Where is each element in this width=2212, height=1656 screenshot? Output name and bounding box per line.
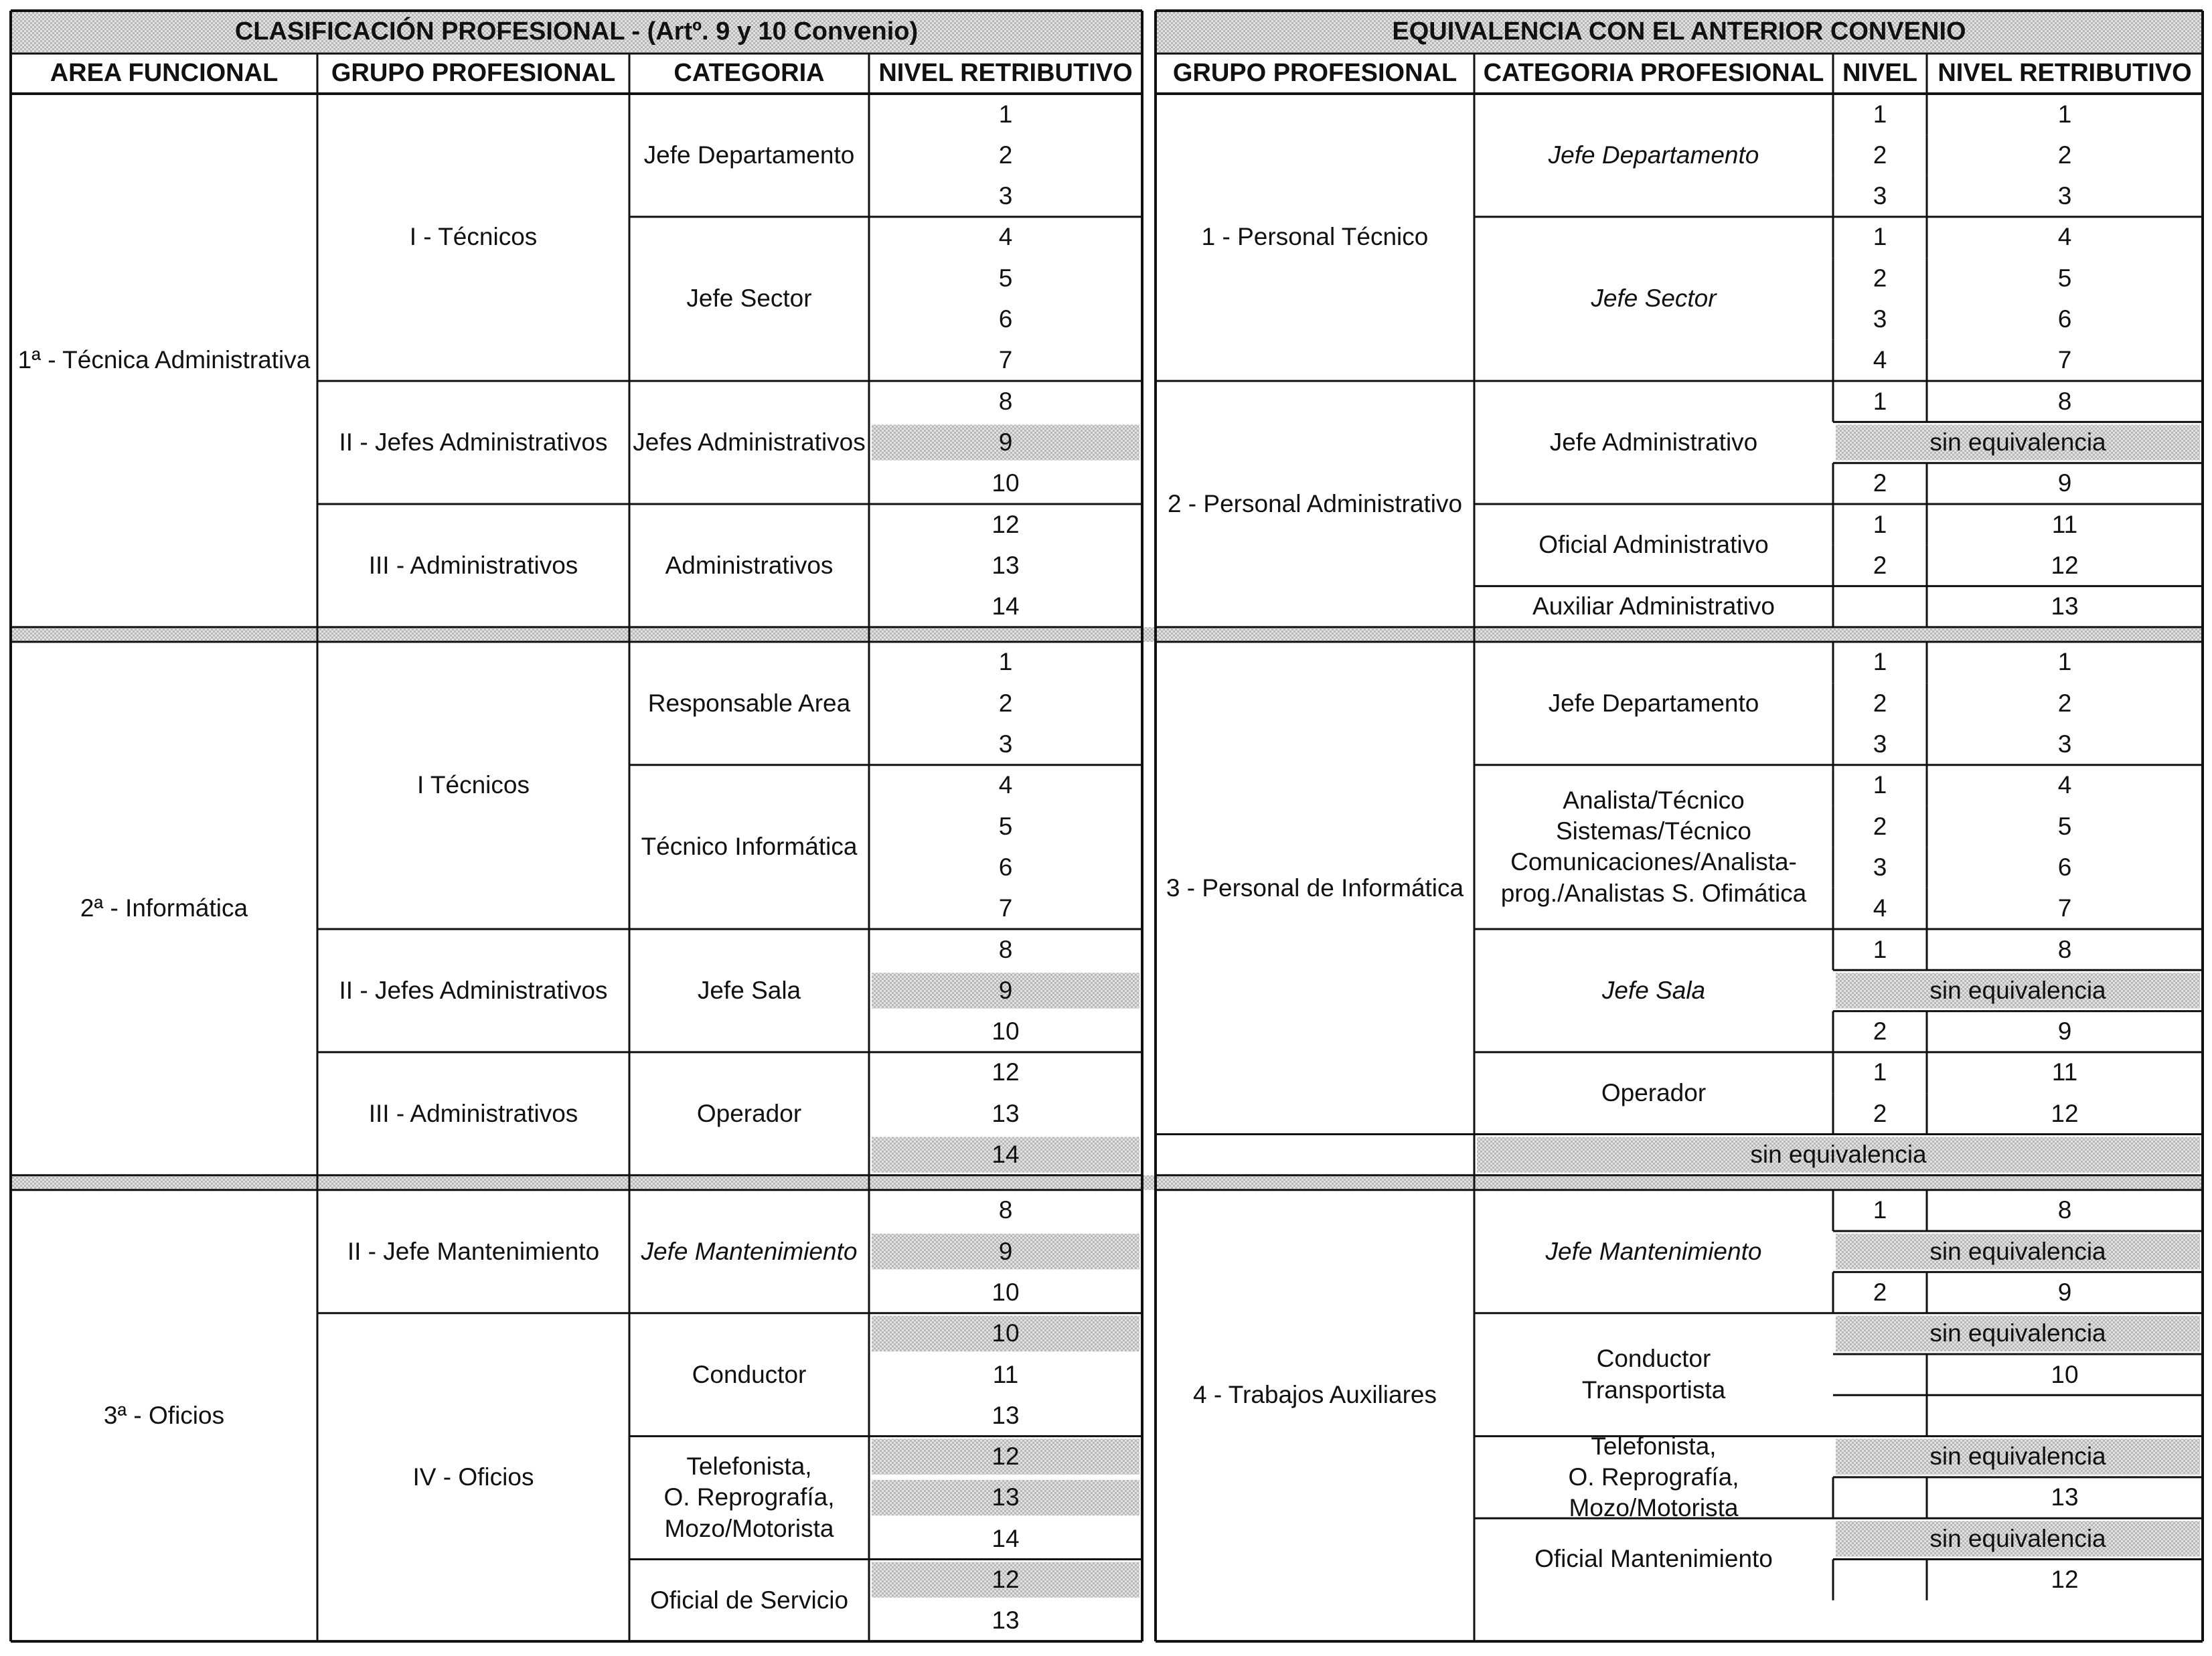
level-value: 9: [2057, 469, 2072, 497]
level-value: 8: [998, 935, 1013, 963]
level-value: 14: [992, 592, 1020, 620]
level-value: 2: [2057, 689, 2072, 717]
level-value: 13: [2051, 1483, 2079, 1511]
category-label: Conductor: [692, 1360, 807, 1388]
left-column-header: NIVEL RETRIBUTIVO: [878, 59, 1133, 88]
group-label: 3 - Personal de Informática: [1166, 874, 1464, 902]
sin-equivalencia-label: sin equivalencia: [1929, 1524, 2106, 1552]
category-label: Jefe Sector: [1591, 284, 1717, 313]
level-value: 8: [998, 1196, 1013, 1224]
right-column-header: GRUPO PROFESIONAL: [1172, 59, 1457, 88]
level-value: 13: [2051, 592, 2079, 620]
level-value: 4: [2057, 223, 2072, 251]
category-label: Jefes Administrativos: [633, 428, 866, 456]
level-value: 12: [992, 1442, 1020, 1471]
level-value: 14: [992, 1524, 1020, 1552]
category-label: Operador: [696, 1099, 802, 1127]
sin-equivalencia-label: sin equivalencia: [1929, 428, 2106, 456]
group-label: II - Jefes Administrativos: [339, 428, 608, 456]
level-value: 12: [992, 510, 1020, 538]
nivel-value: 2: [1873, 264, 1887, 292]
nivel-value: 1: [1873, 100, 1887, 128]
nivel-value: 2: [1873, 1017, 1887, 1046]
level-value: 5: [2057, 264, 2072, 292]
level-value: 7: [2057, 346, 2072, 374]
level-value: 6: [2057, 853, 2072, 881]
nivel-value: 2: [1873, 1099, 1887, 1127]
level-value: 2: [998, 141, 1013, 169]
right-section-title: EQUIVALENCIA CON EL ANTERIOR CONVENIO: [1392, 17, 1966, 46]
level-value: 4: [998, 771, 1013, 799]
nivel-value: 1: [1873, 1058, 1887, 1086]
nivel-value: 1: [1873, 771, 1887, 799]
nivel-value: 3: [1873, 730, 1887, 758]
nivel-value: 2: [1873, 812, 1887, 840]
level-value: 14: [992, 1141, 1020, 1169]
level-value: 12: [2051, 1099, 2079, 1127]
block-separator: [11, 627, 2203, 642]
level-value: 1: [998, 648, 1013, 676]
group-label: III - Administrativos: [368, 1099, 578, 1127]
level-value: 6: [2057, 305, 2072, 333]
level-value: 7: [998, 894, 1013, 922]
category-label: Oficial Administrativo: [1538, 531, 1769, 559]
level-value: 3: [998, 730, 1013, 758]
level-value: 12: [2051, 1566, 2079, 1594]
level-value: 12: [2051, 551, 2079, 579]
nivel-value: 1: [1873, 223, 1887, 251]
level-value: 10: [2051, 1360, 2079, 1388]
block-separator: [11, 1175, 2203, 1190]
level-value: 11: [2051, 1058, 2078, 1086]
nivel-value: 2: [1873, 551, 1887, 579]
nivel-value: 1: [1873, 387, 1887, 415]
level-value: 9: [998, 428, 1013, 456]
left-column-header: GRUPO PROFESIONAL: [331, 59, 616, 88]
level-value: 3: [998, 182, 1013, 210]
nivel-value: [1833, 1560, 1927, 1600]
category-label: Técnico Informática: [641, 833, 858, 861]
level-value: 13: [992, 1606, 1020, 1635]
nivel-value: 3: [1873, 853, 1887, 881]
level-value: 5: [998, 812, 1013, 840]
category-label: Jefe Administrativo: [1549, 428, 1758, 456]
level-value: 12: [992, 1058, 1020, 1086]
category-label: Administrativos: [665, 551, 834, 579]
level-value: 7: [2057, 894, 2072, 922]
right-column-header: NIVEL: [1842, 59, 1917, 88]
nivel-value: 1: [1873, 1196, 1887, 1224]
level-value: 9: [2057, 1017, 2072, 1046]
nivel-value: 4: [1873, 346, 1887, 374]
level-value: 10: [992, 1017, 1020, 1046]
left-section-title: CLASIFICACIÓN PROFESIONAL - (Artº. 9 y 10 Convenio): [234, 17, 919, 46]
level-value: 13: [992, 1401, 1020, 1429]
left-column-header: AREA FUNCIONAL: [50, 59, 279, 88]
category-label: Jefe Sector: [686, 284, 812, 313]
level-value: 4: [998, 223, 1013, 251]
level-value: 5: [2057, 812, 2072, 840]
category-label: Telefonista, O. Reprografía, Mozo/Motorista: [663, 1453, 835, 1542]
left-column-header: CATEGORIA: [674, 59, 825, 88]
level-value: 11: [2051, 510, 2078, 538]
level-value: 8: [2057, 935, 2072, 963]
category-label: Jefe Departamento: [1548, 141, 1759, 169]
level-value: 9: [998, 1237, 1013, 1265]
level-value: 6: [998, 853, 1013, 881]
level-value: 13: [992, 551, 1020, 579]
level-value: 10: [992, 469, 1020, 497]
level-value: 9: [998, 976, 1013, 1004]
group-label: II - Jefes Administrativos: [339, 976, 608, 1004]
area-label: 3ª - Oficios: [103, 1401, 225, 1429]
level-value: 8: [2057, 1196, 2072, 1224]
area-label: 2ª - Informática: [80, 894, 248, 922]
nivel-value: [1833, 1477, 1927, 1518]
sin-equivalencia-label: sin equivalencia: [1929, 1237, 2106, 1265]
nivel-value: 3: [1873, 305, 1887, 333]
category-label: Operador: [1601, 1079, 1707, 1107]
level-value: 12: [992, 1566, 1020, 1594]
group-label: II - Jefe Mantenimiento: [347, 1237, 600, 1265]
level-value: 1: [2057, 100, 2072, 128]
level-value: 8: [2057, 387, 2072, 415]
category-label: Jefe Departamento: [1548, 689, 1759, 717]
group-label: IV - Oficios: [412, 1463, 534, 1491]
level-value: 9: [2057, 1278, 2072, 1306]
level-value: 13: [992, 1099, 1020, 1127]
category-label: Jefe Sala: [1601, 976, 1706, 1004]
nivel-value: 2: [1873, 141, 1887, 169]
level-value: 3: [2057, 730, 2072, 758]
category-label: Conductor Transportista: [1581, 1345, 1726, 1404]
nivel-value: 1: [1873, 648, 1887, 676]
nivel-value: 2: [1873, 469, 1887, 497]
nivel-value: 2: [1873, 1278, 1887, 1306]
group-label: I Técnicos: [417, 771, 530, 799]
nivel-value: 1: [1873, 510, 1887, 538]
category-label: Jefe Sala: [697, 976, 801, 1004]
level-value: 13: [992, 1483, 1020, 1511]
group-label: 2 - Personal Administrativo: [1167, 489, 1463, 517]
nivel-value: 4: [1873, 894, 1887, 922]
category-label: Telefonista, O. Reprografía, Mozo/Motorista: [1568, 1432, 1739, 1522]
level-value: 2: [2057, 141, 2072, 169]
level-value: 5: [998, 264, 1013, 292]
level-value: 11: [992, 1360, 1019, 1388]
sin-equivalencia-label: sin equivalencia: [1929, 976, 2106, 1004]
level-value: 3: [2057, 182, 2072, 210]
category-label: Jefe Mantenimiento: [641, 1237, 858, 1265]
level-value: 2: [998, 689, 1013, 717]
group-label: 4 - Trabajos Auxiliares: [1192, 1381, 1437, 1409]
nivel-value: 2: [1873, 689, 1887, 717]
category-label: Jefe Departamento: [643, 141, 855, 169]
right-column-header: NIVEL RETRIBUTIVO: [1938, 59, 2192, 88]
nivel-value: 1: [1873, 935, 1887, 963]
level-value: 1: [998, 100, 1013, 128]
level-value: 8: [998, 387, 1013, 415]
category-label: Analista/Técnico Sistemas/Técnico Comunicaciones/Analista- prog./Analistas S. Ofimática: [1500, 786, 1807, 907]
level-value: 1: [2057, 648, 2072, 676]
level-value: 4: [2057, 771, 2072, 799]
nivel-value: [1833, 586, 1927, 627]
level-value: [1927, 1395, 2203, 1436]
category-label: Jefe Mantenimiento: [1545, 1237, 1762, 1265]
sin-equivalencia-label: sin equivalencia: [1929, 1319, 2106, 1347]
level-value: 6: [998, 305, 1013, 333]
category-label: Oficial de Servicio: [649, 1586, 849, 1614]
category-label: Oficial Mantenimiento: [1534, 1545, 1773, 1573]
category-label: Auxiliar Administrativo: [1532, 592, 1775, 620]
area-label: 1ª - Técnica Administrativa: [17, 346, 311, 374]
group-label: III - Administrativos: [368, 551, 578, 579]
category-label: Responsable Area: [647, 689, 851, 717]
sin-equivalencia-label: sin equivalencia: [1929, 1442, 2106, 1471]
sin-equivalencia-label: sin equivalencia: [1750, 1141, 1927, 1169]
group-label: 1 - Personal Técnico: [1201, 223, 1429, 251]
level-value: 10: [992, 1278, 1020, 1306]
level-value: 7: [998, 346, 1013, 374]
group-label: I - Técnicos: [409, 223, 538, 251]
nivel-value: 3: [1873, 182, 1887, 210]
level-value: 10: [992, 1319, 1020, 1347]
right-column-header: CATEGORIA PROFESIONAL: [1483, 59, 1824, 88]
